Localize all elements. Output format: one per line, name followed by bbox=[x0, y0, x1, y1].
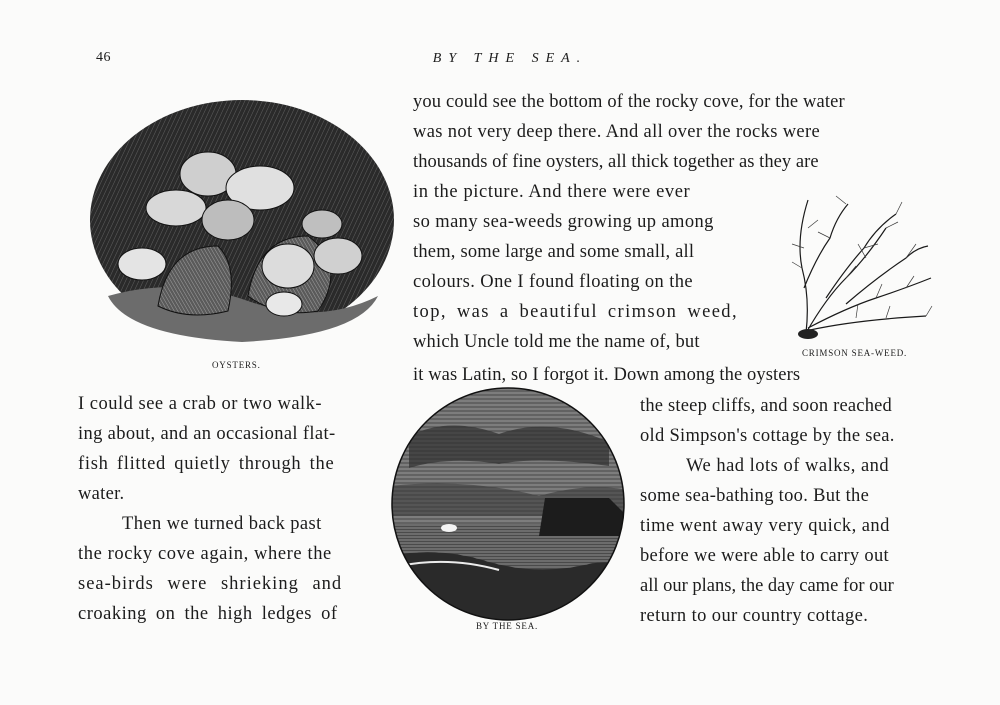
text-line: thousands of fine oysters, all thick together as they are bbox=[413, 152, 819, 172]
text-line: it was Latin, so I forgot it. Down among the oysters bbox=[413, 365, 801, 385]
seascape-caption: BY THE SEA. bbox=[476, 621, 539, 631]
text-line: fish flitted quietly through the bbox=[78, 454, 335, 474]
text-line: so many sea-weeds growing up among bbox=[413, 212, 714, 232]
text-line: Then we turned back past bbox=[122, 514, 322, 534]
crimson-seaweed-caption: CRIMSON SEA-WEED. bbox=[802, 348, 908, 358]
text-line: before we were able to carry out bbox=[640, 546, 889, 566]
text-line: We had lots of walks, and bbox=[686, 456, 890, 476]
text-line: which Uncle told me the name of, but bbox=[413, 332, 700, 352]
text-line: the rocky cove again, where the bbox=[78, 544, 332, 564]
text-line: top, was a beautiful crimson weed, bbox=[413, 302, 738, 322]
text-line: water. bbox=[78, 484, 125, 504]
oysters-caption: OYSTERS. bbox=[212, 360, 261, 370]
text-line: all our plans, the day came for our bbox=[640, 576, 894, 596]
text-line: ing about, and an occasional flat- bbox=[78, 424, 336, 444]
text-line: return to our country cottage. bbox=[640, 606, 869, 626]
text-line: some sea-bathing too. But the bbox=[640, 486, 870, 506]
running-title: BY THE SEA. bbox=[432, 51, 588, 66]
text-line: sea-birds were shrieking and bbox=[78, 574, 343, 594]
seascape-illustration bbox=[389, 386, 627, 622]
page-number: 46 bbox=[96, 50, 111, 65]
text-line: time went away very quick, and bbox=[640, 516, 890, 536]
text-line: them, some large and some small, all bbox=[413, 242, 695, 262]
crimson-seaweed-illustration bbox=[786, 188, 936, 340]
text-line: you could see the bottom of the rocky cove, for the water bbox=[413, 92, 845, 112]
text-line: in the picture. And there were ever bbox=[413, 182, 691, 202]
oysters-illustration bbox=[88, 96, 396, 352]
text-line: was not very deep there. And all over the rocks were bbox=[413, 122, 821, 142]
text-line: the steep cliffs, and soon reached bbox=[640, 396, 893, 416]
text-line: I could see a crab or two walk- bbox=[78, 394, 323, 414]
text-line: croaking on the high ledges of bbox=[78, 604, 338, 624]
text-line: old Simpson's cottage by the sea. bbox=[640, 426, 895, 446]
text-line: colours. One I found floating on the bbox=[413, 272, 694, 292]
